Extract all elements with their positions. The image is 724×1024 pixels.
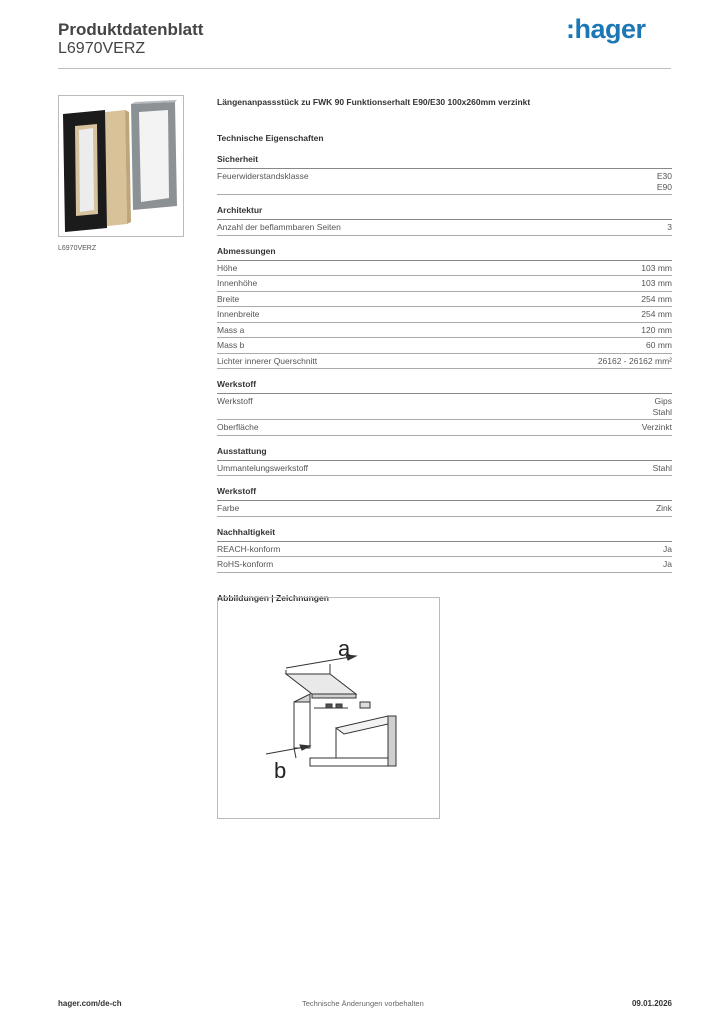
- spec-group: [217, 154, 672, 195]
- product-description: Längenanpassstück zu FWK 90 Funktionserhalt E90/E30 100x260mm verzinkt: [217, 97, 531, 107]
- footer-disclaimer: Technische Änderungen vorbehalten: [302, 999, 424, 1008]
- spec-label: RoHS-konform: [217, 559, 274, 569]
- spec-group-title: Werkstoff: [217, 486, 672, 501]
- spec-group-title: Abmessungen: [217, 246, 672, 261]
- spec-value: Zink: [655, 503, 672, 513]
- spec-groups: [217, 154, 672, 573]
- spec-label: Anzahl der beflammbaren Seiten: [217, 222, 341, 232]
- photo-caption: L6970VERZ: [58, 245, 97, 252]
- header-divider: [58, 68, 671, 69]
- spec-label: Ummantelungswerkstoff: [217, 462, 309, 473]
- spec-row: [217, 354, 672, 370]
- spec-label: Lichter innerer Querschnitt: [217, 355, 318, 366]
- footer-website: hager.com/de-ch: [58, 999, 122, 1008]
- spec-main: [217, 96, 672, 604]
- spec-label: Feuerwiderstandsklasse: [217, 171, 309, 181]
- spec-label: Mass a: [217, 324, 245, 335]
- spec-row: [217, 557, 672, 573]
- spec-group: [217, 246, 672, 370]
- spec-label: Farbe: [217, 503, 240, 513]
- page-title: Produktdatenblatt: [58, 20, 204, 39]
- dimension-label-a: a: [338, 636, 351, 661]
- dimension-label-b: b: [274, 758, 287, 783]
- spec-group-title: Architektur: [217, 205, 672, 220]
- spec-value: 254 mm: [641, 309, 672, 319]
- spec-group-title: Werkstoff: [217, 379, 672, 394]
- spec-label: Werkstoff: [217, 396, 253, 406]
- product-number: L6970VERZ: [58, 40, 146, 57]
- spec-group: [217, 446, 672, 477]
- spec-value: Verzinkt: [641, 422, 672, 432]
- spec-group-title: Ausstattung: [217, 446, 672, 461]
- spec-row: [217, 542, 672, 558]
- spec-value: 60 mm: [646, 340, 672, 350]
- spec-value: 26162 - 26162 mm²: [597, 355, 672, 366]
- spec-label: REACH-konform: [217, 543, 281, 554]
- spec-row: [217, 323, 672, 339]
- spec-group-title: Nachhaltigkeit: [217, 527, 672, 542]
- spec-value: Gips Stahl: [652, 396, 672, 417]
- spec-label: Breite: [217, 293, 240, 304]
- spec-value: Stahl: [652, 462, 672, 473]
- spec-label: Mass b: [217, 340, 245, 350]
- spec-row: [217, 307, 672, 323]
- spec-row: [217, 276, 672, 292]
- spec-value: 3: [667, 222, 672, 232]
- section-heading-technical: Technische Eigenschaften: [217, 133, 324, 143]
- spec-value: Ja: [663, 543, 672, 554]
- spec-group: [217, 379, 672, 436]
- spec-group: [217, 486, 672, 517]
- spec-row: [217, 261, 672, 277]
- spec-group-title: Sicherheit: [217, 154, 672, 169]
- hager-logo: :hager: [566, 14, 646, 44]
- spec-value: E30 E90: [656, 171, 672, 192]
- product-photo: [58, 95, 184, 237]
- spec-group: [217, 205, 672, 236]
- spec-group: [217, 527, 672, 573]
- spec-row: [217, 220, 672, 236]
- spec-value: 103 mm: [641, 278, 672, 288]
- spec-row: [217, 420, 672, 436]
- spec-row: [217, 461, 672, 477]
- spec-value: 254 mm: [641, 293, 672, 304]
- dimension-drawing: [217, 597, 440, 819]
- spec-label: Oberfläche: [217, 422, 259, 432]
- drawings-heading: Abbildungen | Zeichnungen: [217, 592, 329, 603]
- spec-row: [217, 169, 672, 195]
- spec-row: [217, 338, 672, 354]
- spec-row: [217, 292, 672, 308]
- spec-row: [217, 501, 672, 517]
- spec-value: Ja: [663, 559, 672, 569]
- spec-row: [217, 394, 672, 420]
- spec-label: Höhe: [217, 262, 238, 273]
- spec-label: Innenbreite: [217, 309, 260, 319]
- spec-label: Innenhöhe: [217, 278, 258, 288]
- footer-date: 09.01.2026: [631, 999, 672, 1008]
- spec-value: 103 mm: [641, 262, 672, 273]
- spec-value: 120 mm: [641, 324, 672, 335]
